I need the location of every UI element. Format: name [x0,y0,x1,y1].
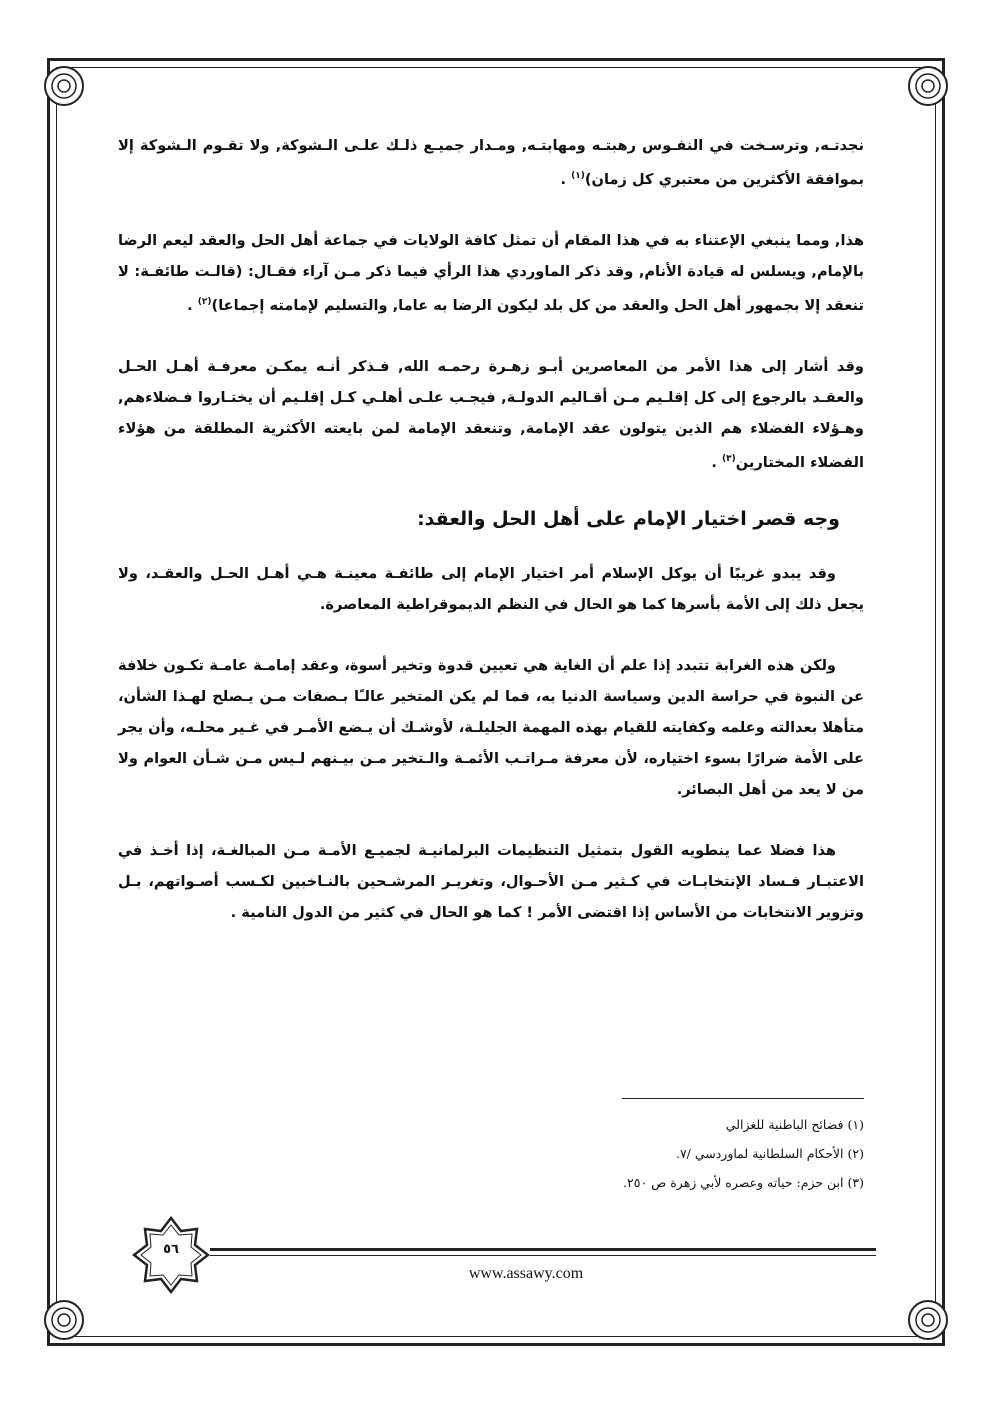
paragraph-2: هذا, ومما ينبغي الإعتناء به في هذا المقام أن تمثل كافة الولايات في جماعة أهل الحل والعقد ليعم الرضا بالإمام, ويسلس له قيادة الأنام, وقد ذكر الماوردي هذا الرأي فيما ذكر مـن آراء فقـال: (قالـت طائفـة: لا تنعقد إلا بجمهور أهل الحل والعقد من كل بلد ليكون الرضا به عاما, والتسليم لإمامته إجماعا)$^{(٢)}$ . [118,231,864,314]
footnotes [480,1110,864,1197]
paragraph-5: ولكن هذه الغرابة تتبدد إذا علم أن الغاية هي تعيين قدوة وتخير أسوة، وعقد إمامـة عامـة تكـون خلافة عن النبوة في حراسة الدين وسياسة الدنيا به، فما لم يكن المتخير عالـًا بـصفات مـن يـصلح لهـذا الشأن، متأهلا بعدالته وعلمه وكفايته للقيام بهذه المهمة الجليلـة، لأوشـك أن يـضع الأمـر في غـير محلـه، وأن يجر على الأمة ضرارًا بسوء اختياره، لأن معرفة مـراتـب الأئمـة والـتخير مـن بيـنهم لـيس مـن شـأن العوام ولا من لا يعد من أهل البصائر. [118,656,864,798]
page-number: ٥٦ [163,1242,179,1257]
paragraph-1: نجدتـه, وترسـخت في النفـوس رهبتـه ومهابتـه, ومـدار جميـع ذلـك علـى الـشوكة, ولا تقـوم الـشوكة إلا بموافقة الأكثرين من معتبري كل زمان)$^{(١)}$ . [118,137,864,188]
corner-ornament-bottom-left [42,1298,86,1342]
footnote-3: (٣) ابن حزم: حياته وعصره لأبي زهرة ص ٢٥٠. [623,1175,864,1190]
footer-rule-thin [210,1255,876,1256]
section-heading: وجه قصر اختيار الإمام على أهل الحل والعقد: [417,507,840,530]
website-url[interactable]: www.assawy.com [468,1265,584,1282]
paragraph-4: وقد يبدو غريبًا أن يوكل الإسلام أمر اختيار الإمام إلى طائفـة معينـة هـي أهـل الحـل والعقـد، ولا يجعل ذلك إلى الأمة بأسرها كما هو الحال في النظم الديموقراطية المعاصرة. [118,564,864,613]
footnote-ref-2: (٢) [197,296,212,307]
corner-ornament-top-left [42,64,86,108]
footnote-ref-1: (١) [571,171,585,181]
corner-ornament-bottom-right [906,1298,950,1342]
corner-ornament-top-right [906,64,950,108]
footer-rule-thick [210,1248,876,1251]
footnote-1: (١) فضائح الباطنية للغزالي [725,1117,864,1132]
footnote-ref-3: (٣) [722,453,736,464]
footnote-separator [622,1098,864,1099]
footnote-2: (٢) الأحكام السلطانية لماوردسي /٧. [675,1146,864,1161]
page-body [118,130,864,958]
paragraph-3: وقد أشار إلى هذا الأمر من المعاصرين أبـو زهـرة رحمـه الله, فـذكر أنـه يمكـن معرفـة أهـل الحـل والعقـد بالرجوع إلى كل إقلـيم مـن أقـاليم الدولـة, فيجـب علـى أهلـي كـل إقلـيم أن يختـاروا فـضلاءهم, وهـؤلاء الفضلاء هم الذين يتولون عقد الإمامة, وتنعقد الإمامة لمن بايعته الأكثرية المطلقة من هؤلاء الفضلاء المختارين$^{(٣)}$ . [118,357,864,471]
page-number-badge [132,1216,210,1294]
paragraph-6: هذا فضلا عما ينطويه القول بتمثيل التنظيمات البرلمانيـة لجميـع الأمـة مـن المبالغـة، إذا أخـذ في الاعتبـار فـساد الإنتخابـات في كـثير مـن الأحـوال، وتغريـر المرشـحين بالنـاخبين لكـسب أصـواتهم، بـل وتزوير الانتخابات من الأساس إذا اقتضى الأمر ! كما هو الحال في كثير من الدول النامية . [118,841,864,921]
